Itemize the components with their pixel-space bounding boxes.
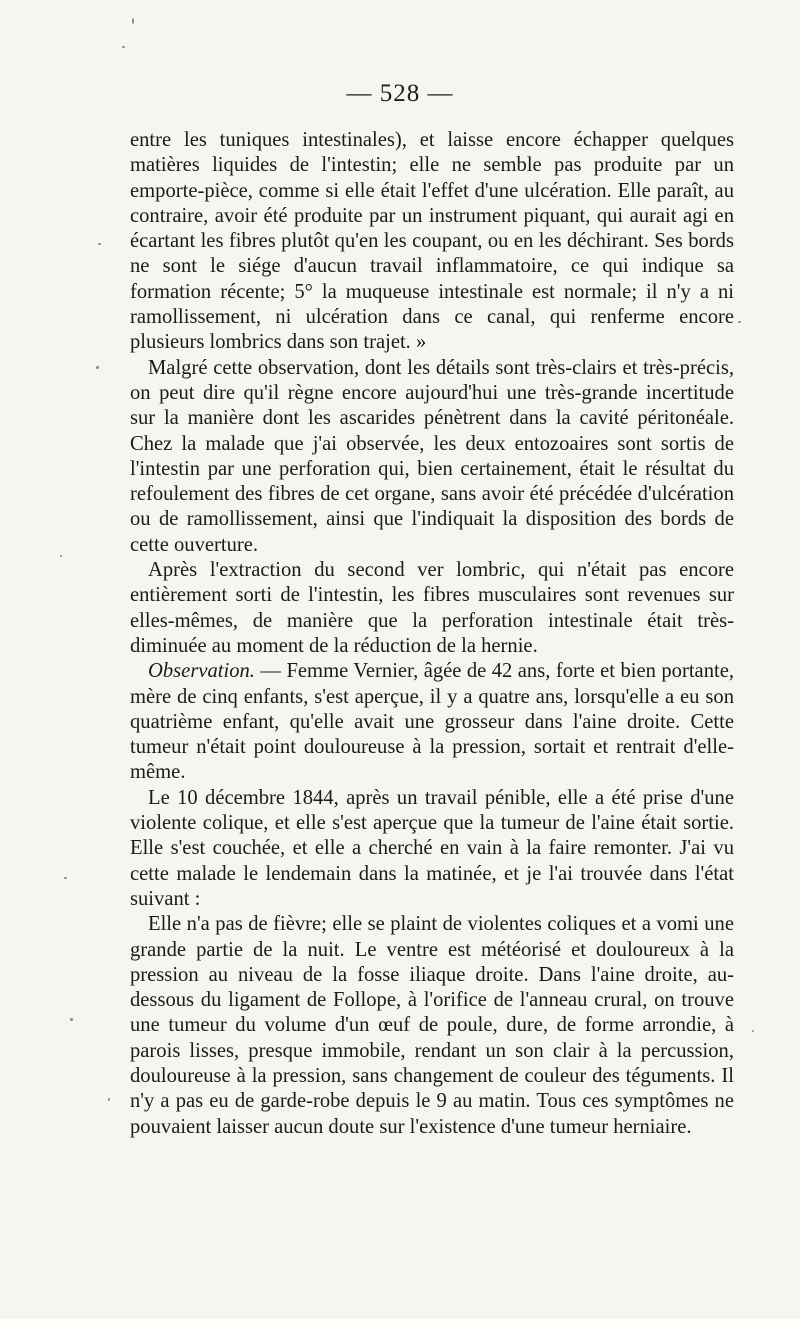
- page-speck: [132, 18, 134, 24]
- page-speck: [60, 555, 62, 557]
- paragraph: Malgré cette observation, dont les détails sont très-clairs et très-précis, on peut dire qu'il règne encore aujourd'hui une très-grande incertitude sur la manière dont les ascarides pénètrent dans la cavité péritonéale. Chez la malade que j'ai observée, les deux entozoaires sont sortis de l'intestin par une perforation qui, bien certainement, était le résultat du refoulement des fibres de cet organe, sans avoir été précédée d'ulcération ou de ramollissement, ainsi que l'indiquait la disposition des bords de cette ouverture.: [130, 356, 734, 556]
- page-speck: [64, 877, 67, 879]
- page-speck: [96, 366, 99, 369]
- observation-paragraph: [130, 659, 734, 785]
- body-text: [130, 128, 734, 1140]
- paragraph: Le 10 décembre 1844, après un travail pénible, elle a été prise d'une violente colique, et elle s'est aperçue que la tumeur de l'aine était sortie. Elle s'est couchée, et elle a cherché en vain à la faire remonter. J'ai vu cette malade le lendemain dans la matinée, et je l'ai trouvée dans l'état suivant :: [130, 786, 734, 910]
- page-number: — 528 —: [346, 80, 454, 107]
- page-speck: [122, 46, 125, 48]
- paragraph: entre les tuniques intestinales), et laisse encore échapper quelques matières liquides de l'intestin; elle ne semble pas produite par un emporte-pièce, comme si elle était l'effet d'une ulcération. Elle paraît, au contraire, avoir été produite par un instrument piquant, qui aurait agi en écartant les fibres plutôt qu'en les coupant, ou en les déchirant. Ses bords ne sont le siége d'aucun travail inflammatoire, ce qui indique sa formation récente; 5° la muqueuse intestinale est normale; il n'y a ni ramollissement, ni ulcération dans ce canal, qui renferme encore plusieurs lombrics dans son trajet. »: [130, 129, 734, 354]
- page-speck: [108, 1098, 110, 1101]
- page-speck: [70, 1018, 73, 1021]
- observation-label: Observation.: [148, 660, 255, 683]
- page-speck: [738, 321, 741, 323]
- page-speck: [752, 1030, 754, 1032]
- paragraph: Après l'extraction du second ver lombric, qui n'était pas encore entièrement sorti de l'intestin, les fibres musculaires sont revenues sur elles-mêmes, de manière que la perforation intestinale était très-diminuée au moment de la réduction de la hernie.: [130, 559, 734, 657]
- page-speck: [98, 243, 101, 245]
- paragraph: Elle n'a pas de fièvre; elle se plaint de violentes coliques et a vomi une grande partie de la nuit. Le ventre est météorisé et douloureux à la pression au niveau de la fosse iliaque droite. Dans l'aine droite, au-dessous du ligament de Follope, à l'orifice de l'anneau crural, on trouve une tumeur du volume d'un œuf de poule, dure, de forme arrondie, à parois lisses, presque immobile, rendant un son clair à la percussion, douloureuse à la pression, sans changement de couleur des téguments. Il n'y a pas eu de garde-robe depuis le 9 au matin. Tous ces symptômes ne pouvaient laisser aucun doute sur l'existence d'une tumeur herniaire.: [130, 913, 734, 1138]
- observation-text: — Femme Vernier, âgée de 42 ans, forte et bien portante, mère de cinq enfants, s'est aperçue, il y a quatre ans, lorsqu'elle a eu son quatrième enfant, qu'elle avait une grosseur dans l'aine droite. Cette tumeur n'était point douloureuse à la pression, sortait et rentrait d'elle-même.: [130, 660, 734, 784]
